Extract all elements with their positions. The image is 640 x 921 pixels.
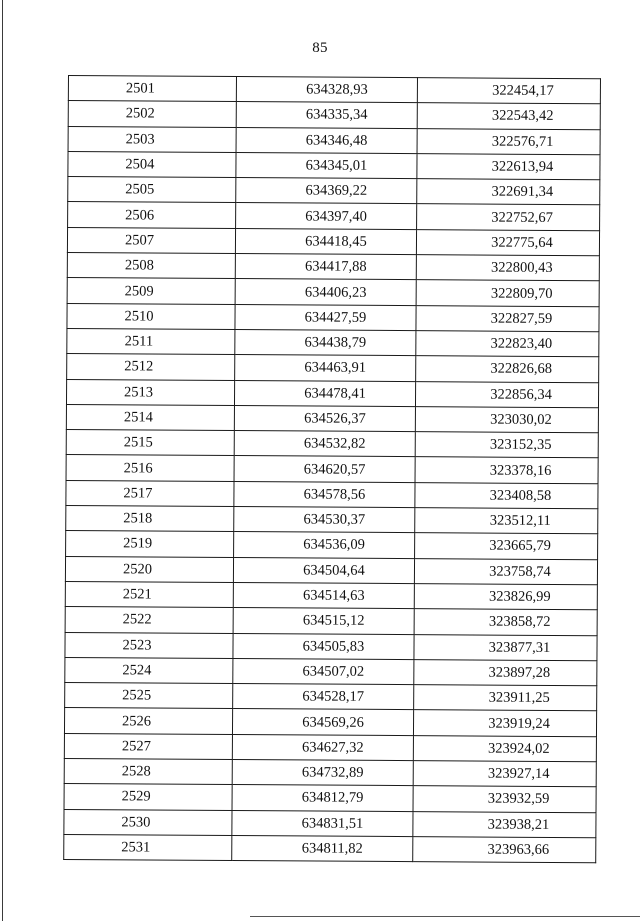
point-number-cell: 2506 (68, 202, 236, 228)
x-coordinate-cell: 634620,57 (234, 456, 415, 482)
table-row (65, 556, 597, 585)
x-coordinate-cell: 634427,59 (235, 304, 416, 330)
y-coordinate-cell: 322576,71 (417, 128, 600, 154)
y-coordinate-cell: 323665,79 (415, 533, 598, 559)
table-row (66, 379, 598, 408)
y-coordinate-cell: 322826,68 (416, 356, 599, 382)
table-row (67, 278, 599, 307)
x-coordinate-cell: 634530,37 (234, 507, 415, 533)
x-coordinate-cell: 634504,64 (233, 557, 414, 583)
table-row (68, 76, 600, 105)
y-coordinate-cell: 323963,66 (413, 837, 596, 863)
x-coordinate-cell: 634335,34 (236, 102, 417, 128)
y-coordinate-cell: 322856,34 (415, 381, 598, 407)
point-number-cell: 2516 (66, 455, 234, 481)
table-row (67, 227, 599, 256)
x-coordinate-cell: 634627,32 (232, 734, 413, 760)
scan-edge-bottom (250, 916, 640, 917)
table-row (64, 759, 596, 788)
table-row (65, 683, 597, 712)
table-row (66, 455, 598, 484)
y-coordinate-cell: 323758,74 (414, 558, 597, 584)
y-coordinate-cell: 323897,28 (414, 659, 597, 685)
x-coordinate-cell: 634732,89 (232, 760, 413, 786)
x-coordinate-cell: 634438,79 (235, 329, 416, 355)
y-coordinate-cell: 322543,42 (417, 103, 600, 129)
table-row (67, 354, 599, 383)
point-number-cell: 2509 (67, 278, 235, 304)
table-row (66, 506, 598, 535)
y-coordinate-cell: 322809,70 (416, 280, 599, 306)
table-row (66, 531, 598, 560)
point-number-cell: 2523 (65, 632, 233, 658)
table-row (65, 632, 597, 661)
point-number-cell: 2531 (64, 834, 232, 860)
x-coordinate-cell: 634328,93 (236, 77, 417, 103)
x-coordinate-cell: 634812,79 (232, 785, 413, 811)
table-row (65, 581, 597, 610)
table-row (67, 253, 599, 282)
x-coordinate-cell: 634369,22 (236, 178, 417, 204)
x-coordinate-cell: 634505,83 (233, 633, 414, 659)
table-row (67, 328, 599, 357)
point-number-cell: 2503 (68, 126, 236, 152)
point-number-cell: 2511 (67, 328, 235, 354)
point-number-cell: 2510 (67, 303, 235, 329)
y-coordinate-cell: 323924,02 (413, 735, 596, 761)
table-row (65, 657, 597, 686)
y-coordinate-cell: 323938,21 (413, 811, 596, 837)
y-coordinate-cell: 322775,64 (416, 229, 599, 255)
table-row (68, 202, 600, 231)
point-number-cell: 2517 (66, 480, 234, 506)
table-row (68, 101, 600, 130)
x-coordinate-cell: 634417,88 (235, 254, 416, 280)
x-coordinate-cell: 634418,45 (235, 228, 416, 254)
x-coordinate-cell: 634514,63 (233, 582, 414, 608)
point-number-cell: 2529 (64, 784, 232, 810)
coordinates-table-body (64, 76, 601, 863)
x-coordinate-cell: 634515,12 (233, 608, 414, 634)
y-coordinate-cell: 323030,02 (415, 406, 598, 432)
table-row (64, 834, 596, 863)
x-coordinate-cell: 634507,02 (233, 658, 414, 684)
y-coordinate-cell: 322827,59 (416, 305, 599, 331)
y-coordinate-cell: 322752,67 (417, 204, 600, 230)
table-row (64, 733, 596, 762)
x-coordinate-cell: 634578,56 (234, 481, 415, 507)
point-number-cell: 2525 (65, 683, 233, 709)
table-row (65, 607, 597, 636)
x-coordinate-cell: 634528,17 (233, 684, 414, 710)
y-coordinate-cell: 323152,35 (415, 432, 598, 458)
y-coordinate-cell: 322800,43 (416, 255, 599, 281)
y-coordinate-cell: 323858,72 (414, 609, 597, 635)
y-coordinate-cell: 323512,11 (415, 508, 598, 534)
table-row (67, 303, 599, 332)
y-coordinate-cell: 323927,14 (413, 761, 596, 787)
y-coordinate-cell: 323877,31 (414, 634, 597, 660)
point-number-cell: 2507 (67, 227, 235, 253)
y-coordinate-cell: 322691,34 (417, 179, 600, 205)
point-number-cell: 2515 (66, 430, 234, 456)
y-coordinate-cell: 323378,16 (415, 457, 598, 483)
point-number-cell: 2530 (64, 809, 232, 835)
y-coordinate-cell: 323408,58 (415, 482, 598, 508)
table-row (66, 430, 598, 459)
x-coordinate-cell: 634569,26 (232, 709, 413, 735)
x-coordinate-cell: 634478,41 (234, 380, 415, 406)
table-row (66, 404, 598, 433)
coordinates-table (63, 75, 601, 863)
point-number-cell: 2513 (66, 379, 234, 405)
point-number-cell: 2528 (64, 759, 232, 785)
x-coordinate-cell: 634532,82 (234, 431, 415, 457)
point-number-cell: 2519 (66, 531, 234, 557)
x-coordinate-cell: 634831,51 (232, 810, 413, 836)
x-coordinate-cell: 634397,40 (236, 203, 417, 229)
x-coordinate-cell: 634345,01 (236, 152, 417, 178)
y-coordinate-cell: 323932,59 (413, 786, 596, 812)
scan-edge-left (2, 0, 3, 921)
point-number-cell: 2524 (65, 657, 233, 683)
y-coordinate-cell: 323826,99 (414, 584, 597, 610)
point-number-cell: 2514 (66, 404, 234, 430)
table-row (66, 480, 598, 509)
point-number-cell: 2505 (68, 177, 236, 203)
table-row (68, 177, 600, 206)
table-row (64, 708, 596, 737)
x-coordinate-cell: 634526,37 (234, 405, 415, 431)
point-number-cell: 2504 (68, 151, 236, 177)
point-number-cell: 2512 (67, 354, 235, 380)
point-number-cell: 2526 (64, 708, 232, 734)
x-coordinate-cell: 634346,48 (236, 127, 417, 153)
y-coordinate-cell: 322454,17 (417, 78, 600, 104)
x-coordinate-cell: 634811,82 (232, 835, 413, 861)
y-coordinate-cell: 323919,24 (413, 710, 596, 736)
point-number-cell: 2508 (67, 253, 235, 279)
x-coordinate-cell: 634463,91 (235, 355, 416, 381)
point-number-cell: 2518 (66, 506, 234, 532)
point-number-cell: 2522 (65, 607, 233, 633)
point-number-cell: 2521 (65, 581, 233, 607)
y-coordinate-cell: 322823,40 (416, 331, 599, 357)
table-row (68, 151, 600, 180)
point-number-cell: 2501 (68, 76, 236, 102)
point-number-cell: 2502 (68, 101, 236, 127)
y-coordinate-cell: 323911,25 (414, 685, 597, 711)
x-coordinate-cell: 634536,09 (234, 532, 415, 558)
table-row (64, 809, 596, 838)
page-number: 85 (312, 40, 328, 56)
table-row (68, 126, 600, 155)
point-number-cell: 2527 (64, 733, 232, 759)
x-coordinate-cell: 634406,23 (235, 279, 416, 305)
y-coordinate-cell: 322613,94 (417, 154, 600, 180)
table-row (64, 784, 596, 813)
point-number-cell: 2520 (65, 556, 233, 582)
